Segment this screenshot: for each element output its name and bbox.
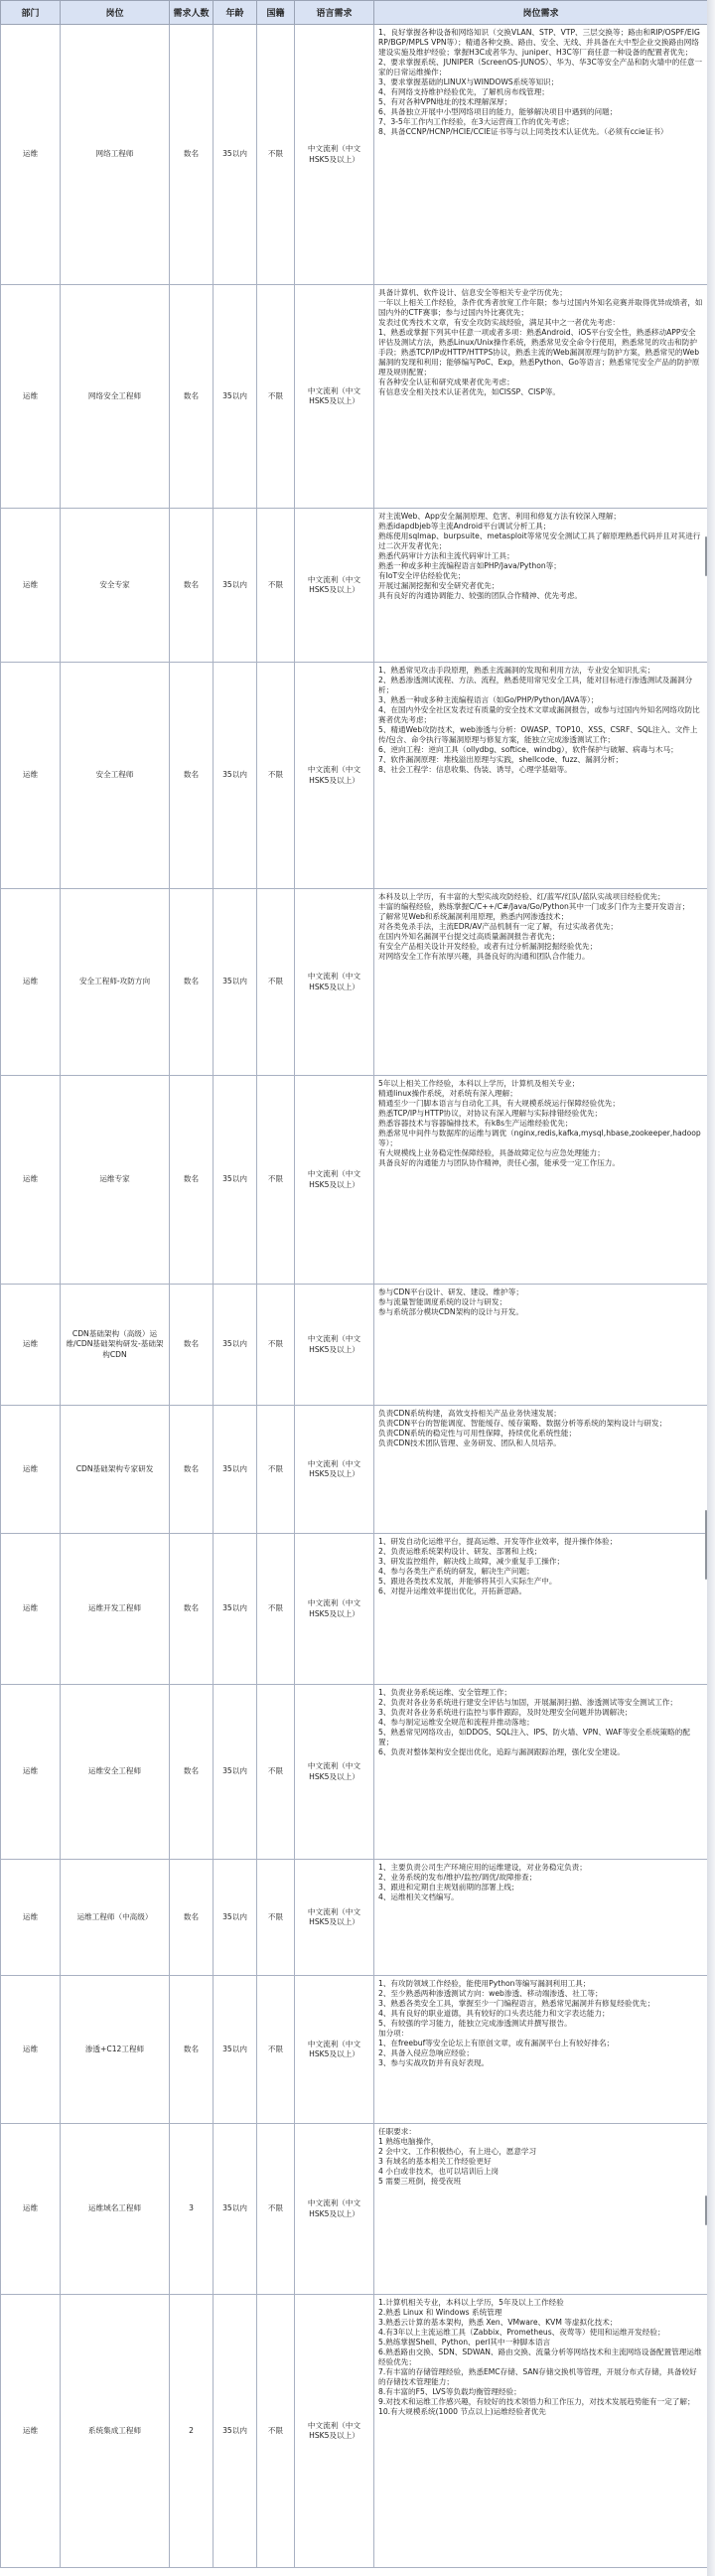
cell-requirements bbox=[374, 1076, 708, 1285]
scrollbar-mark bbox=[705, 536, 707, 576]
cell-nationality: 不限 bbox=[257, 1534, 295, 1685]
cell-language: 中文流利（中文HSK5及以上） bbox=[295, 1685, 374, 1860]
cell-requirements bbox=[374, 663, 708, 889]
requirement-line: 5 需要三班倒，接受夜班 bbox=[378, 2177, 462, 2187]
cell-nationality: 不限 bbox=[257, 285, 295, 509]
requirement-line: 5、跟进各类技术发展，并能够将其引入实际生产中。 bbox=[378, 1577, 557, 1587]
table-row bbox=[1, 2124, 708, 2295]
requirement-line: 负责CDN系统的稳定性与可用性保障，持续优化系统性能； bbox=[378, 1429, 577, 1439]
requirement-line: 熟悉容器技术与容器编排技术，有k8s生产运维经验优先； bbox=[378, 1119, 573, 1129]
requirement-line: 7.有丰富的存储管理经验，熟悉EMC存储、SAN存储交换机等管理，开展分布式存储，具备较好的存储技术管理能力； bbox=[378, 2367, 697, 2387]
requirement-line: 3.熟悉云计算的基本架构，熟悉 Xen、VMware、KVM 等虚拟化技术； bbox=[378, 2318, 618, 2328]
requirement-line: 负责CDN系统构建，高效支持相关产品业务快速发展； bbox=[378, 1409, 561, 1418]
cell-age: 35以内 bbox=[214, 1534, 257, 1685]
cell-language: 中文流利（中文HSK5及以上） bbox=[295, 1076, 374, 1285]
scrollbar-mark bbox=[705, 1510, 707, 1580]
cell-requirements bbox=[374, 1406, 708, 1534]
cell-position: 运维开发工程师 bbox=[61, 1534, 170, 1685]
requirement-line: 有IoT安全评估经验优先； bbox=[378, 571, 466, 581]
header-nationality: 国籍 bbox=[257, 1, 295, 25]
cell-dept: 运维 bbox=[1, 663, 61, 889]
cell-requirements bbox=[374, 1860, 708, 1976]
cell-dept: 运维 bbox=[1, 1285, 61, 1406]
cell-dept: 运维 bbox=[1, 1406, 61, 1534]
requirement-line: 6.熟悉路由交换、SDN、SDWAN、路由交换、流量分析等网络技术和主流网络设备配置管理运维经验优先； bbox=[378, 2348, 702, 2367]
cell-language: 中文流利（中文HSK5及以上） bbox=[295, 1534, 374, 1685]
requirement-line: 精通linux操作系统，对系统有深入理解； bbox=[378, 1089, 517, 1099]
cell-age: 35以内 bbox=[214, 2124, 257, 2295]
cell-language: 中文流利（中文HSK5及以上） bbox=[295, 509, 374, 663]
cell-age: 35以内 bbox=[214, 1685, 257, 1860]
cell-nationality: 不限 bbox=[257, 663, 295, 889]
requirement-line: 3、熟悉一种或多种主流编程语言（如Go/PHP/Python/JAVA等）； bbox=[378, 695, 599, 705]
cell-count: 数名 bbox=[170, 1076, 214, 1285]
requirement-line: 5.熟练掌握Shell、Python、perl其中一种脚本语言 bbox=[378, 2338, 551, 2348]
requirement-line: 3、跟进和定期自主规划前期的部署上线； bbox=[378, 1883, 519, 1893]
requirement-line: 3 有域名的基本相关工作经验更好 bbox=[378, 2157, 492, 2167]
cell-position: CDN基础架构（高级）运维/CDN基础架构研发-基础架构CDN bbox=[61, 1285, 170, 1406]
requirement-line: 1、熟悉或掌握下列其中任意一项或者多项：熟悉Android、iOS平台安全性，熟悉移动APP安全评估及测试方法，熟悉Linux/Unix操作系统，熟悉常见安全命令行使用，熟悉常见的攻击和防护手段；熟悉TCP/IP或HTTP/HTTPS协议，熟悉主流的Web漏洞原理与防护方案，熟悉常见的Web漏洞的发现和利用；能够编写PoC、Exp，熟悉Python、Go等语言；熟悉常见安全产品的防护原理及规则配置； bbox=[378, 328, 700, 378]
requirement-line: 参与流量智能调度系统的设计与研发； bbox=[378, 1297, 507, 1307]
requirement-line: 1、良好掌握各种设备和网络知识（交换VLAN、STP、VTP、三层交换等；路由和RIP/OSPF/EIGRP/BGP/MPLS VPN等）；精通各种交换、路由、安全、无线、并具备在大中型企业交换路由网络建设实施及维护经验；掌握H3C或者华为、juniper、H3C等厂商任意一种设备的配置者优先； bbox=[378, 28, 700, 58]
table-row bbox=[1, 1285, 708, 1406]
table-row bbox=[1, 509, 708, 663]
requirement-line: 6、具备独立开展中小型网络项目的能力，能够解决项目中遇到的问题； bbox=[378, 107, 618, 117]
cell-position: 安全专家 bbox=[61, 509, 170, 663]
cell-language: 中文流利（中文HSK5及以上） bbox=[295, 663, 374, 889]
requirement-line: 有信息安全相关技术认证者优先，如CISSP、CISP等。 bbox=[378, 387, 560, 397]
cell-count: 数名 bbox=[170, 25, 214, 285]
table-row bbox=[1, 1860, 708, 1976]
cell-position: 网络工程师 bbox=[61, 25, 170, 285]
table-row bbox=[1, 1976, 708, 2124]
cell-count: 数名 bbox=[170, 1976, 214, 2124]
cell-position: 系统集成工程师 bbox=[61, 2295, 170, 2568]
header-dept: 部门 bbox=[1, 1, 61, 25]
cell-requirements bbox=[374, 2124, 708, 2295]
requirement-line: 4、有网络支持维护经验优先，了解机房布线管理； bbox=[378, 87, 549, 97]
cell-count: 数名 bbox=[170, 1534, 214, 1685]
cell-dept: 运维 bbox=[1, 2124, 61, 2295]
requirement-line: 负责CDN平台的智能调度、智能缓存、缓存策略、数据分析等系统的架构设计与研发； bbox=[378, 1419, 667, 1429]
cell-dept: 运维 bbox=[1, 1860, 61, 1976]
requirement-line: 5、熟悉常见网络攻击，如DDOS、SQL注入、IPS、防火墙、VPN、WAF等安全系统策略的配置； bbox=[378, 1728, 690, 1747]
cell-requirements bbox=[374, 889, 708, 1076]
cell-position: 渗透+C12工程师 bbox=[61, 1976, 170, 2124]
requirement-line: 发表过优秀技术文章，有安全攻防实战经验，满足其中之一者优先考虑： bbox=[378, 318, 620, 328]
requirement-line: 1、研发自动化运维平台，提高运维、开发等作业效率，提升操作体验； bbox=[378, 1537, 618, 1546]
cell-count: 数名 bbox=[170, 509, 214, 663]
cell-nationality: 不限 bbox=[257, 1285, 295, 1406]
requirement-line: 熟悉TCP/IP与HTTP协议，对协议有深入理解与实际排错经验优先； bbox=[378, 1109, 603, 1119]
requirement-line: 具备良好的沟通能力与团队协作精神，责任心强，能承受一定工作压力。 bbox=[378, 1158, 620, 1168]
cell-dept: 运维 bbox=[1, 1534, 61, 1685]
table-header-row bbox=[1, 1, 708, 25]
cell-language: 中文流利（中文HSK5及以上） bbox=[295, 1406, 374, 1534]
requirement-line: 1 熟练电脑操作， bbox=[378, 2137, 439, 2147]
cell-language: 中文流利（中文HSK5及以上） bbox=[295, 25, 374, 285]
requirement-line: 6、逆向工程：逆向工具（ollydbg、softice、windbg），软件保护与破解、病毒与木马； bbox=[378, 745, 678, 755]
requirement-line: 对主流Web、App安全漏洞原理、危害、利用和修复方法有较深入理解； bbox=[378, 512, 622, 521]
requirement-line: 具有良好的沟通协调能力、较强的团队合作精神、优先考虑。 bbox=[378, 591, 583, 601]
requirement-line: 1、主要负责公司生产环境应用的运维建设，对业务稳定负责； bbox=[378, 1863, 587, 1872]
cell-position: 安全工程师 bbox=[61, 663, 170, 889]
cell-language: 中文流利（中文HSK5及以上） bbox=[295, 1860, 374, 1976]
cell-age: 35以内 bbox=[214, 1976, 257, 2124]
page-edge bbox=[707, 0, 715, 2576]
requirement-line: 9.对技术和运维工作感兴趣，有较好的技术领悟力和工作压力，对技术发展趋势能有一定了解； bbox=[378, 2397, 695, 2407]
requirement-line: 3、负责对各业务系统进行监控与事件跟踪，及时处理安全问题并协调解决； bbox=[378, 1708, 633, 1718]
requirement-line: 精通至少一门脚本语言与自动化工具，有大规模系统运行保障经验优先； bbox=[378, 1099, 620, 1109]
table-row bbox=[1, 1076, 708, 1285]
cell-language: 中文流利（中文HSK5及以上） bbox=[295, 285, 374, 509]
table-row bbox=[1, 285, 708, 509]
cell-nationality: 不限 bbox=[257, 1860, 295, 1976]
requirement-line: 对各类免杀手法，主流EDR/AV产品机制有一定了解，有过实战者优先； bbox=[378, 922, 619, 932]
cell-count: 3 bbox=[170, 2124, 214, 2295]
requirement-line: 1、熟悉常见攻击手段原理，熟悉主流漏洞的发现和利用方法，专业安全知识扎实； bbox=[378, 666, 655, 675]
cell-dept: 运维 bbox=[1, 285, 61, 509]
requirement-line: 8、具备CCNP/HCNP/HCIE/CCIE证书等与以上同类技术认证优先。（必须有ccie证书） bbox=[378, 127, 668, 137]
cell-dept: 运维 bbox=[1, 889, 61, 1076]
cell-requirements bbox=[374, 1685, 708, 1860]
requirement-line: 熟练使用sqlmap、burpsuite、metasploit等常见安全测试工具了解原理熟悉代码并且对其进行过二次开发者优先； bbox=[378, 531, 701, 551]
cell-requirements bbox=[374, 509, 708, 663]
cell-age: 35以内 bbox=[214, 509, 257, 663]
cell-language: 中文流利（中文HSK5及以上） bbox=[295, 1976, 374, 2124]
cell-count: 数名 bbox=[170, 1285, 214, 1406]
cell-position: CDN基础架构专家研发 bbox=[61, 1406, 170, 1534]
requirement-line: 4、具有良好的职业道德，具有较好的口头表达能力和文字表达能力； bbox=[378, 2009, 610, 2019]
requirement-line: 加分项： bbox=[378, 2029, 409, 2039]
requirement-line: 2、负责对各业务系统进行建安全评估与加固，开展漏洞扫描、渗透测试等安全测试工作； bbox=[378, 1698, 677, 1708]
table-row bbox=[1, 663, 708, 889]
cell-requirements bbox=[374, 1976, 708, 2124]
requirement-line: 7、软件漏洞原理：堆栈溢出原理与实践，shellcode、fuzz、漏洞分析； bbox=[378, 755, 624, 765]
requirement-line: 2、业务系统的发布/维护/监控/调优/故障排查； bbox=[378, 1873, 537, 1883]
requirement-line: 在国内外知名漏洞平台提交过高质量漏洞报告者优先； bbox=[378, 932, 560, 942]
cell-position: 运维工程师（中高级） bbox=[61, 1860, 170, 1976]
cell-language: 中文流利（中文HSK5及以上） bbox=[295, 889, 374, 1076]
cell-nationality: 不限 bbox=[257, 1076, 295, 1285]
requirement-line: 10.有大规模系统(1000 节点以上)运维经验者优先 bbox=[378, 2407, 546, 2417]
requirement-line: 3、熟悉各类安全工具，掌握至少一门编程语言，熟悉常见漏洞并有修复经验优先； bbox=[378, 1999, 655, 2009]
cell-dept: 运维 bbox=[1, 509, 61, 663]
cell-language: 中文流利（中文HSK5及以上） bbox=[295, 2295, 374, 2568]
cell-language: 中文流利（中文HSK5及以上） bbox=[295, 1285, 374, 1406]
cell-position: 运维专家 bbox=[61, 1076, 170, 1285]
header-count: 需求人数 bbox=[170, 1, 214, 25]
cell-dept: 运维 bbox=[1, 1976, 61, 2124]
cell-dept: 运维 bbox=[1, 1685, 61, 1860]
requirement-line: 参与CDN平台设计、研发、建设、维护等； bbox=[378, 1288, 523, 1296]
cell-nationality: 不限 bbox=[257, 25, 295, 285]
requirement-line: 2 会中文、工作积极热心，有上进心，愿意学习 bbox=[378, 2147, 537, 2157]
cell-dept: 运维 bbox=[1, 1076, 61, 1285]
requirement-line: 1、负责业务系统运维、安全管理工作； bbox=[378, 1688, 511, 1697]
requirement-line: 2、熟悉渗透测试流程、方法、流程，熟悉使用常见安全工具，能对目标进行渗透测试及漏洞分析； bbox=[378, 676, 693, 695]
requirement-line: 负责CDN技术团队管理、业务研发、团队和人员培养。 bbox=[378, 1439, 561, 1448]
cell-age: 35以内 bbox=[214, 1285, 257, 1406]
requirement-line: 3、要求掌握基础的LINUX与WINDOWS系统等知识； bbox=[378, 77, 559, 87]
cell-age: 35以内 bbox=[214, 889, 257, 1076]
requirement-line: 6、对提升运维效率提出优化，开拓新思路。 bbox=[378, 1587, 527, 1596]
requirement-line: 1、有攻防领域工作经验，能使用Python等编写漏洞利用工具； bbox=[378, 1979, 591, 1988]
requirement-line: 熟悉常见中间件与数据库的运维与调优（nginx,redis,kafka,mysql,hbase,zookeeper,hadoop等）； bbox=[378, 1129, 701, 1148]
cell-age: 35以内 bbox=[214, 2295, 257, 2568]
requirement-line: 4、参与制定运维安全规范和流程并推动落地； bbox=[378, 1718, 534, 1728]
requirement-line: 任职要求： bbox=[378, 2127, 416, 2136]
requirement-line: 有安全产品相关设计开发经验，或者有过分析漏洞挖掘经验优先； bbox=[378, 942, 598, 952]
cell-position: 网络安全工程师 bbox=[61, 285, 170, 509]
requirement-line: 1、在freebuf等安全论坛上有原创文章，或有漏洞平台上有较好排名； bbox=[378, 2039, 615, 2048]
cell-count: 数名 bbox=[170, 889, 214, 1076]
table-row bbox=[1, 1685, 708, 1860]
requirement-line: 具备计算机、软件设计、信息安全等相关专业学历优先； bbox=[378, 288, 567, 297]
cell-nationality: 不限 bbox=[257, 1406, 295, 1534]
requirement-line: 2、要求掌握系统、JUNIPER（ScreenOS-JUNOS）、华为、华3C等安全产品和防火墙中的任意一家的日常运维操作； bbox=[378, 58, 703, 77]
cell-position: 运维安全工程师 bbox=[61, 1685, 170, 1860]
requirement-line: 3、研发监控组件，解决线上故障，减少重复手工操作； bbox=[378, 1557, 565, 1567]
cell-nationality: 不限 bbox=[257, 509, 295, 663]
requirement-line: 了解常见Web和系统漏洞利用原理，熟悉内网渗透技术； bbox=[378, 912, 569, 922]
requirement-line: 熟悉代码审计方法和主流代码审计工具； bbox=[378, 551, 514, 561]
header-requirements: 岗位需求 bbox=[374, 1, 708, 25]
requirement-line: 5、有对各种VPN地址的技术理解深厚； bbox=[378, 97, 512, 107]
requirement-line: 8、社会工程学：信息收集、伪装、诱导，心理学基础等。 bbox=[378, 765, 572, 775]
cell-count: 数名 bbox=[170, 285, 214, 509]
requirement-line: 2、负责运维系统架构设计、研发、部署和上线； bbox=[378, 1547, 542, 1557]
requirement-line: 本科及以上学历，有丰富的大型实战攻防经验、红/蓝军/红队/蓝队实战项目经验优先； bbox=[378, 892, 665, 901]
requirement-line: 6、负责对整体架构安全提出优化，追踪与漏洞跟踪治理，强化安全建设。 bbox=[378, 1747, 625, 1757]
requirement-line: 8.有丰富的F5、LVS等负载均衡管理经验； bbox=[378, 2387, 521, 2397]
cell-nationality: 不限 bbox=[257, 1685, 295, 1860]
requirement-line: 2.熟悉 Linux 和 Windows 系统管理 bbox=[378, 2308, 502, 2318]
cell-requirements bbox=[374, 25, 708, 285]
requirement-line: 有各种安全认证和研究成果者优先考虑； bbox=[378, 378, 514, 387]
requirement-line: 4 小白或非技术，也可以培训后上岗 bbox=[378, 2167, 500, 2177]
requirement-line: 4、在国内外安全社区发表过有质量的安全技术文章或漏洞报告，或参与过国内外知名网络攻防比赛者优先考虑； bbox=[378, 705, 700, 725]
cell-nationality: 不限 bbox=[257, 1976, 295, 2124]
requirement-line: 7、3-5年工作内工作经验，在3大运营商工作的优先考虑； bbox=[378, 117, 574, 127]
requirement-line: 4、运维相关文档编写。 bbox=[378, 1893, 459, 1902]
requirement-line: 参与系统部分模块CDN架构的设计与开发。 bbox=[378, 1307, 523, 1317]
requirement-line: 丰富的编程经验，熟练掌握C/C++/C#/Java/Go/Python其中一门或多门作为主要开发语言； bbox=[378, 902, 690, 912]
cell-age: 35以内 bbox=[214, 1406, 257, 1534]
table-row bbox=[1, 889, 708, 1076]
requirement-line: 熟悉一种或多种主流编程语言如PHP/Java/Python等； bbox=[378, 561, 561, 571]
requirement-line: 3、参与实战攻防并有良好表现。 bbox=[378, 2058, 490, 2068]
requirement-line: 1.计算机相关专业，本科以上学历，5年及以上工作经验 bbox=[378, 2298, 564, 2307]
header-language: 语言需求 bbox=[295, 1, 374, 25]
requirement-line: 一年以上相关工作经验，条件优秀者放宽工作年限；参与过国内外知名竞赛并取得优异成绩者，如国内外的CTF赛事；参与过国内外比赛优先； bbox=[378, 298, 703, 318]
cell-age: 35以内 bbox=[214, 285, 257, 509]
cell-dept: 运维 bbox=[1, 25, 61, 285]
table-body bbox=[1, 25, 708, 2568]
cell-position: 安全工程师-攻防方向 bbox=[61, 889, 170, 1076]
cell-count: 数名 bbox=[170, 1860, 214, 1976]
cell-requirements bbox=[374, 1534, 708, 1685]
table-row bbox=[1, 1534, 708, 1685]
cell-position: 运维域名工程师 bbox=[61, 2124, 170, 2295]
cell-count: 数名 bbox=[170, 1406, 214, 1534]
cell-dept: 运维 bbox=[1, 2295, 61, 2568]
cell-requirements bbox=[374, 2295, 708, 2568]
cell-count: 数名 bbox=[170, 663, 214, 889]
cell-age: 35以内 bbox=[214, 25, 257, 285]
cell-nationality: 不限 bbox=[257, 2295, 295, 2568]
scrollbar-mark bbox=[705, 2196, 707, 2225]
header-position: 岗位 bbox=[61, 1, 170, 25]
requirement-line: 2、具备入侵应急响应经验； bbox=[378, 2048, 474, 2058]
table-row bbox=[1, 1406, 708, 1534]
requirement-line: 4、参与各类生产系统的研发，解决生产问题； bbox=[378, 1567, 534, 1577]
cell-language: 中文流利（中文HSK5及以上） bbox=[295, 2124, 374, 2295]
cell-age: 35以内 bbox=[214, 1860, 257, 1976]
cell-requirements bbox=[374, 285, 708, 509]
requirement-line: 对网络安全工作有浓厚兴趣，具备良好的沟通和团队合作能力。 bbox=[378, 952, 590, 962]
cell-age: 35以内 bbox=[214, 663, 257, 889]
requirement-line: 5、有较强的学习能力，能独立完成渗透测试并撰写报告。 bbox=[378, 2019, 572, 2029]
requirement-line: 2、至少熟悉两种渗透测试方向：web渗透、移动端渗透、社工等； bbox=[378, 1989, 603, 1999]
cell-nationality: 不限 bbox=[257, 889, 295, 1076]
cell-count: 2 bbox=[170, 2295, 214, 2568]
cell-requirements bbox=[374, 1285, 708, 1406]
cell-age: 35以内 bbox=[214, 1076, 257, 1285]
requirement-line: 开展过漏洞挖掘和安全研究者优先； bbox=[378, 581, 500, 591]
requirement-line: 5、精通Web攻防技术，web渗透与分析：OWASP、TOP10、XSS、CSRF、SQL注入、文件上传/包含、命令执行等漏洞原理与修复方案，能独立完成渗透测试工作； bbox=[378, 725, 698, 745]
requirement-line: 5年以上相关工作经验，本科以上学历，计算机及相关专业； bbox=[378, 1079, 580, 1088]
table-row bbox=[1, 25, 708, 285]
requirement-line: 4.有3年以上主流运维工具（Zabbix、Prometheus、夜莺等）使用和运维开发经验； bbox=[378, 2328, 665, 2338]
cell-count: 数名 bbox=[170, 1685, 214, 1860]
requirement-line: 熟悉idapdbjeb等主流Android平台调试分析工具； bbox=[378, 522, 551, 531]
header-age: 年龄 bbox=[214, 1, 257, 25]
table-row bbox=[1, 2295, 708, 2568]
cell-nationality: 不限 bbox=[257, 2124, 295, 2295]
requirement-line: 有大规模线上业务稳定性保障经验，具备故障定位与应急处理能力； bbox=[378, 1148, 605, 1158]
